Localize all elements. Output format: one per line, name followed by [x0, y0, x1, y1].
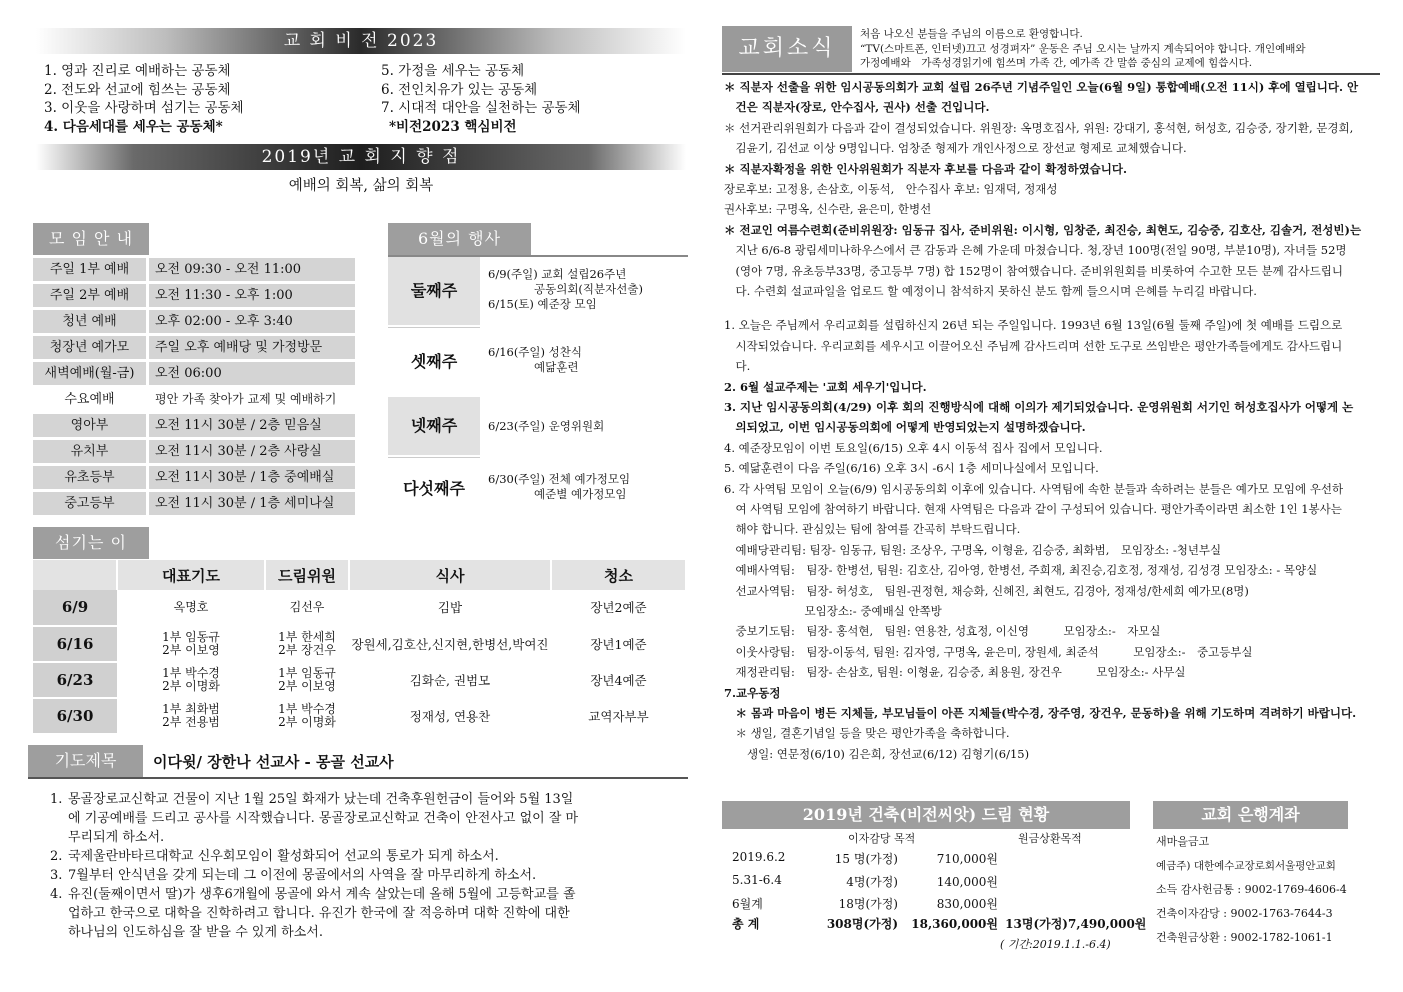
direction-subtitle: 예배의 회복, 삶의 회복 — [288, 178, 434, 194]
servers-prayer-line: 옥명호 — [173, 600, 209, 614]
servers-row — [33, 590, 686, 626]
meeting-row — [33, 466, 355, 491]
servers-header: 대표기도 — [117, 560, 265, 590]
servers-date: 6/30 — [33, 698, 117, 734]
meeting-row — [33, 258, 355, 283]
event-detail — [488, 419, 688, 434]
meeting-time: 오전 11시 30분 / 2층 믿음실 — [149, 414, 355, 437]
servers-date: 6/23 — [33, 662, 117, 698]
building-cell: 7,490,000원 — [1068, 917, 1147, 931]
meeting-name: 유초등부 — [33, 466, 146, 489]
meeting-name: 유치부 — [33, 440, 146, 463]
news-line: 시작되었습니다. 우리교회를 세우시고 이끌어오신 주님께 감사드리며 선한 도구로 쓰임받은 평안가족들에게도 감사드립니 — [724, 338, 1343, 353]
servers-meal: 김밥 — [349, 590, 551, 626]
servers-meal: 정재성, 연용찬 — [349, 698, 551, 734]
servers-prayer-line: 2부 전용범 — [162, 715, 220, 729]
bank-line: 소득 감사헌금통 : 9002-1769-4606-4 — [1156, 883, 1347, 896]
building-row — [722, 873, 1130, 893]
vision-item: 1. 영과 진리로 예배하는 공동체 — [44, 63, 231, 79]
servers-clean: 장년2예준 — [551, 590, 686, 626]
news-intro — [860, 27, 1380, 71]
meeting-row — [33, 310, 355, 335]
building-cell: 18,360,000원 — [911, 917, 998, 931]
prayer-item — [50, 790, 670, 847]
servers-header — [33, 560, 117, 590]
prayer-line: 유진(둘째이면서 딸)가 생후6개월에 몽골에 와서 계속 살았는데 올해 5월에 고등학교를 졸 — [68, 887, 576, 902]
meeting-row — [33, 388, 355, 413]
building-title: 2019년 건축(비전씨앗) 드림 현황 — [722, 801, 1130, 829]
news-line: 재정관리팀: 팀장- 손삼호, 팀원: 이형윤, 김승중, 최용원, 장건우 모임장소:- 사무실 — [724, 665, 1186, 680]
servers-prayer-line: 2부 이보영 — [162, 643, 220, 657]
vision-list-left — [44, 62, 374, 136]
prayer-line: 에 기공예배를 드리고 공사를 시작했습니다. 몽골장로교신학교 건축이 안전사고 없이 잘 마 — [68, 811, 579, 826]
prayer-number: 1. — [50, 792, 63, 807]
news-line: 지난 6/6-8 광림세미나하우스에서 큰 감동과 은혜 가운데 마쳤습니다. 청,장년 100명(전일 90명, 부분10명), 자녀들 52명 — [724, 243, 1347, 258]
building-header: 원금상환목적 — [1018, 832, 1082, 845]
news-intro-line: 가정예배와 가족성경읽기에 힘쓰며 가족 간, 예가족 간 말씀 중심의 교제에 힘씁시다. — [860, 57, 1253, 69]
event-detail — [488, 345, 688, 375]
servers-prayer-line: 2부 이명화 — [162, 679, 220, 693]
servers-meal: 김화순, 권범모 — [349, 662, 551, 698]
servers-dream — [265, 626, 349, 662]
meeting-name: 주일 2부 예배 — [33, 284, 146, 307]
news-line: 다. 수련회 설교파일을 업로드 할 예정이니 참석하지 못하신 분도 함께 들으시며 은혜를 누리길 바랍니다. — [724, 284, 1257, 298]
meeting-time: 오전 11시 30분 / 1층 중예배실 — [149, 466, 355, 489]
servers-row — [33, 662, 686, 698]
news-line: 5. 예닮훈련이 다음 주일(6/16) 오후 3시 -6시 1층 세미나실에서 모입니다. — [724, 461, 1099, 476]
prayer-item — [50, 847, 670, 866]
servers-clean: 장년4예준 — [551, 662, 686, 698]
vision-item: 5. 가정을 세우는 공동체 — [381, 63, 525, 79]
news-line: 여 사역팀 모임에 참여하기 바랍니다. 현재 사역팀은 다음과 같이 구성되어 있습니다. 평안가족이라면 최소한 1인 1봉사는 — [724, 502, 1342, 516]
prayer-item — [50, 885, 670, 942]
news-line: 선교사역팀: 팀장- 허성호, 팀원-권정현, 채승화, 신혜진, 최현도, 김경아, 정재성/한세희 예가모(8명) — [724, 583, 1249, 598]
meeting-name: 새벽예배(월-금) — [33, 362, 146, 385]
news-line: (영아 7명, 유초등부33명, 중고등부 7명) 합 152명이 참여했습니다. 준비위원회를 비롯하여 수고한 모든 분께 감사드립니 — [724, 263, 1343, 278]
servers-header-row — [33, 560, 686, 590]
servers-label: 섬기는 이 — [33, 527, 149, 559]
servers-prayer-line: 1부 임동규 — [162, 630, 220, 644]
servers-table — [33, 560, 687, 735]
servers-dream-line: 2부 장건우 — [278, 643, 336, 657]
news-line: 2. 6월 설교주제는 '교회 세우기'입니다. — [724, 379, 927, 394]
servers-clean: 장년1예준 — [551, 626, 686, 662]
prayer-line: 무리되게 하소서. — [68, 830, 165, 845]
servers-dream-line: 2부 이보영 — [278, 679, 336, 693]
meeting-time: 오전 06:00 — [149, 362, 355, 385]
news-list — [724, 75, 1380, 785]
event-week: 넷째주 — [388, 397, 480, 455]
meeting-row — [33, 336, 355, 361]
servers-row — [33, 698, 686, 734]
event-detail — [488, 472, 688, 502]
building-cell: 15 명(가정) — [834, 852, 898, 866]
news-line: 생일: 연문정(6/10) 김은희, 장선교(6/12) 김형기(6/15) — [724, 746, 1030, 761]
servers-header: 드림위원 — [265, 560, 349, 590]
prayer-number: 3. — [50, 868, 63, 883]
servers-dream — [265, 698, 349, 734]
building-cell: 140,000원 — [936, 875, 998, 889]
news-line: 다. — [724, 359, 751, 374]
servers-prayer — [117, 590, 265, 626]
building-cell: 308명(가정) — [826, 917, 898, 931]
bank-line: 예금주) 대한예수교장로회서울평안교회 — [1156, 860, 1336, 872]
event-week: 셋째주 — [388, 327, 480, 395]
event-line: 6/15(토) 예준장 모임 — [488, 297, 597, 311]
prayer-list — [50, 790, 670, 942]
bank-info — [1156, 830, 1381, 950]
meetings-label: 모 임 안 내 — [33, 223, 149, 255]
vision-item: 4. 다음세대를 세우는 공동체* — [44, 118, 223, 135]
event-line: 공동의회(직분자선출) — [488, 282, 643, 296]
servers-dream-line: 1부 임동규 — [278, 666, 336, 680]
servers-row — [33, 626, 686, 662]
news-intro-line: 처음 나오신 분들을 주님의 이름으로 환영합니다. — [860, 28, 1083, 40]
building-cell: 5.31-6.4 — [732, 873, 782, 887]
servers-prayer-line: 1부 최화범 — [162, 702, 220, 716]
meeting-time: 오전 09:30 - 오전 11:00 — [149, 258, 355, 281]
servers-prayer-line: 1부 박수경 — [162, 666, 220, 680]
news-line: 1. 오늘은 주님께서 우리교회를 설립하신지 26년 되는 주일입니다. 1993년 6월 13일(6월 둘째 주일)에 첫 예배를 드림으로 — [724, 318, 1343, 333]
prayer-item — [50, 866, 670, 885]
building-cell: 2019.6.2 — [732, 850, 786, 864]
event-week: 다섯째주 — [388, 457, 480, 519]
news-line: 6. 각 사역팀 모임이 오늘(6/9) 임시공동의회 이후에 있습니다. 사역팀에 속한 분들과 속하려는 분들은 예가모 모임에 우선하 — [724, 481, 1344, 496]
event-line: 예준별 예가정모임 — [488, 487, 627, 501]
news-line: 해야 합니다. 관심있는 팀에 참여를 간곡히 부탁드립니다. — [724, 522, 1021, 537]
meeting-time: 주일 오후 예배당 및 가정방문 — [149, 336, 355, 359]
news-line: ＊ 전교인 여름수련회(준비위원장: 임동규 집사, 준비위원: 이시형, 임창준, 최진승, 최현도, 김승중, 김호산, 김솔거, 전성빈)는 — [724, 222, 1362, 237]
meeting-row — [33, 440, 355, 465]
servers-dream-line: 1부 박수경 — [278, 702, 336, 716]
prayer-line: 7월부터 안식년을 갖게 되는데 그 이전에 몽골에서의 사역을 잘 마무리하게 하소서. — [68, 868, 537, 883]
news-line: 의되었고, 이번 임시공동의회에 어떻게 반영되었는지 설명하겠습니다. — [724, 420, 1086, 435]
building-cell: 830,000원 — [936, 897, 998, 911]
vision-item: 6. 전인치유가 있는 공동체 — [381, 81, 538, 98]
news-line: 7.교우동정 — [724, 685, 781, 700]
building-row — [722, 850, 1130, 870]
building-cell: 총 계 — [732, 917, 760, 931]
meeting-row — [33, 362, 355, 387]
servers-header: 식사 — [349, 560, 551, 590]
vision-item: 7. 시대적 대안을 실천하는 공동체 — [381, 100, 581, 116]
building-cell: 13명(가정) — [1005, 917, 1068, 931]
event-line: 예닮훈련 — [488, 360, 579, 374]
vision-item: 2. 전도와 선교에 힘쓰는 공동체 — [44, 81, 231, 98]
meeting-name: 청년 예배 — [33, 310, 146, 333]
meeting-time: 오전 11:30 - 오후 1:00 — [149, 284, 355, 307]
meeting-name: 청장년 예가모 — [33, 336, 146, 359]
servers-meal: 장원세,김호산,신지현,한병선,박여진 — [349, 626, 551, 662]
bank-title: 교회 은행계좌 — [1153, 801, 1348, 829]
news-line: 권사후보: 구명옥, 신수란, 윤은미, 한병선 — [724, 202, 932, 217]
servers-date: 6/9 — [33, 590, 117, 626]
events-label: 6월의 행사 — [388, 223, 531, 255]
news-intro-line: “TV(스마트폰, 인터넷)끄고 성경펴자” 운동은 주님 오시는 날까지 계속되어야 합니다. 개인예배와 — [860, 42, 1306, 55]
servers-dream — [265, 662, 349, 698]
servers-date: 6/16 — [33, 626, 117, 662]
news-line: 김윤기, 김선교 이상 9명입니다. 엄창준 형제가 개인사정으로 장선교 형제로 교체했습니다. — [724, 141, 1187, 156]
building-cell: 18명(가정) — [838, 897, 898, 911]
vision-item: 3. 이웃을 사랑하며 섬기는 공동체 — [44, 100, 244, 116]
event-line: 6/9(주일) 교회 설립26주년 — [488, 267, 627, 281]
news-line: 4. 예준장모임이 이번 토요일(6/15) 오후 4시 이동석 집사 집에서 모입니다. — [724, 440, 1103, 455]
direction-title: 2019년 교 회 지 향 점 — [36, 144, 686, 170]
vision-list-right — [381, 62, 681, 136]
event-week: 둘째주 — [388, 257, 480, 325]
news-line: ＊ 직분자확정을 위한 인사위원회가 직분자 후보를 다음과 같이 확정하였습니다. — [724, 161, 1128, 176]
servers-dream-line: 김선우 — [289, 600, 325, 614]
meeting-name: 중고등부 — [33, 492, 146, 515]
meeting-row — [33, 414, 355, 439]
meeting-name: 수요예배 — [33, 388, 146, 411]
prayer-line: 하나님의 인도하심을 잘 받을 수 있게 하소서. — [68, 925, 323, 940]
news-label: 교회소식 — [722, 26, 852, 72]
news-line: 이웃사랑팀: 팀장-이동석, 팀원: 김자영, 구명옥, 윤은미, 장원세, 최준석 모임장소:- 중고등부실 — [724, 644, 1253, 659]
news-line: ＊ 몸과 마음이 병든 지체들, 부모님들이 아픈 지체들(박수경, 장주영, 장건우, 문동하)을 위해 기도하며 격려하기 바랍니다. — [724, 706, 1357, 720]
meeting-time: 평안 가족 찾아가 교제 및 예배하기 — [149, 388, 355, 411]
meeting-time: 오전 11시 30분 / 2층 사랑실 — [149, 440, 355, 463]
prayer-line: 몽골장로교신학교 건물이 지난 1월 25일 화재가 났는데 건축후원헌금이 들어와 5월 13일 — [68, 792, 574, 807]
news-line: 중보기도팀: 팀장- 홍석현, 팀원: 연용찬, 성효정, 이신영 모임장소:- 자모실 — [724, 624, 1161, 639]
news-line: ＊ 선거관리위원회가 다음과 같이 결성되었습니다. 위원장: 옥명호집사, 위원: 강대기, 홍석현, 허성호, 김승중, 장기환, 문경희, — [724, 120, 1354, 135]
servers-dream — [265, 590, 349, 626]
servers-header: 청소 — [551, 560, 686, 590]
news-line: 건은 직분자(장로, 안수집사, 권사) 선출 건입니다. — [724, 100, 990, 115]
prayer-number: 2. — [50, 849, 63, 864]
meeting-row — [33, 492, 355, 517]
news-line: 예배당관리팀: 팀장- 임동규, 팀원: 조상우, 구명옥, 이형윤, 김승중, 최화범, 모임장소: -청년부실 — [724, 542, 1222, 557]
bank-line: 건축원금상환 : 9002-1782-1061-1 — [1156, 931, 1333, 944]
meeting-time: 오전 11시 30분 / 1층 세미나실 — [149, 492, 355, 515]
bank-line: 새마을금고 — [1156, 835, 1210, 848]
meeting-row — [33, 284, 355, 309]
prayer-number: 4. — [50, 887, 63, 902]
event-line: 6/23(주일) 운영위원회 — [488, 419, 605, 433]
servers-dream-line: 1부 한세희 — [278, 630, 336, 644]
news-line: 3. 지난 임시공동의회(4/29) 이후 회의 진행방식에 대해 이의가 제기되었습니다. 운영위원회 서기인 허성호집사가 어떻게 논 — [724, 400, 1354, 414]
prayer-label: 기도제목 — [28, 745, 143, 777]
news-line: 장로후보: 고정용, 손삼호, 이동석, 안수집사 후보: 임재덕, 정재성 — [724, 182, 1058, 196]
meeting-name: 주일 1부 예배 — [33, 258, 146, 281]
bank-line: 건축이자감당 : 9002-1763-7644-3 — [1156, 907, 1333, 920]
vision-title: 교 회 비 전 2023 — [36, 28, 686, 54]
vision-core-note: *비전2023 핵심비전 — [389, 118, 517, 135]
event-line: 6/16(주일) 성찬식 — [488, 345, 582, 359]
building-row — [722, 895, 1130, 915]
event-detail — [488, 267, 688, 312]
news-line: 모임장소:- 중예배실 안쪽방 — [724, 604, 942, 618]
building-cell: 6월계 — [732, 897, 763, 911]
building-cell: 4명(가정) — [846, 875, 898, 889]
servers-prayer — [117, 662, 265, 698]
building-header: 이자감당 목적 — [848, 832, 916, 845]
servers-clean: 교역자부부 — [551, 698, 686, 734]
servers-prayer — [117, 698, 265, 734]
news-line: 예배사역팀: 팀장- 한병선, 팀원: 김호산, 김아영, 한병선, 주희재, 최진승,김호정, 정재성, 김성경 모임장소: - 목양실 — [724, 563, 1318, 578]
news-line: ＊ 직분자 선출을 위한 임시공동의회가 교회 설립 26주년 기념주일인 오늘(6월 9일) 통합예배(오전 11시) 후에 열립니다. 안 — [724, 80, 1359, 94]
meeting-time: 오후 02:00 - 오후 3:40 — [149, 310, 355, 333]
building-cell: 710,000원 — [936, 852, 998, 866]
building-period: ( 기간:2019.1.1.-6.4) — [1000, 938, 1111, 951]
meeting-name: 영아부 — [33, 414, 146, 437]
event-line: 6/30(주일) 전체 예가정모임 — [488, 472, 631, 486]
servers-prayer — [117, 626, 265, 662]
news-line: ＊ 생일, 결혼기념일 등을 맞은 평안가족을 축하합니다. — [724, 726, 1010, 741]
prayer-line: 업하고 한국으로 대학을 진학하려고 합니다. 유진가 한국에 잘 적응하며 대학 진학에 대한 — [68, 906, 570, 921]
prayer-line: 국제울란바타르대학교 신우회모임이 활성화되어 선교의 통로가 되게 하소서. — [68, 849, 499, 864]
servers-dream-line: 2부 이명화 — [278, 715, 336, 729]
prayer-title: 이다윗/ 장한나 선교사 - 몽골 선교사 — [153, 753, 394, 771]
building-row — [722, 915, 1147, 935]
